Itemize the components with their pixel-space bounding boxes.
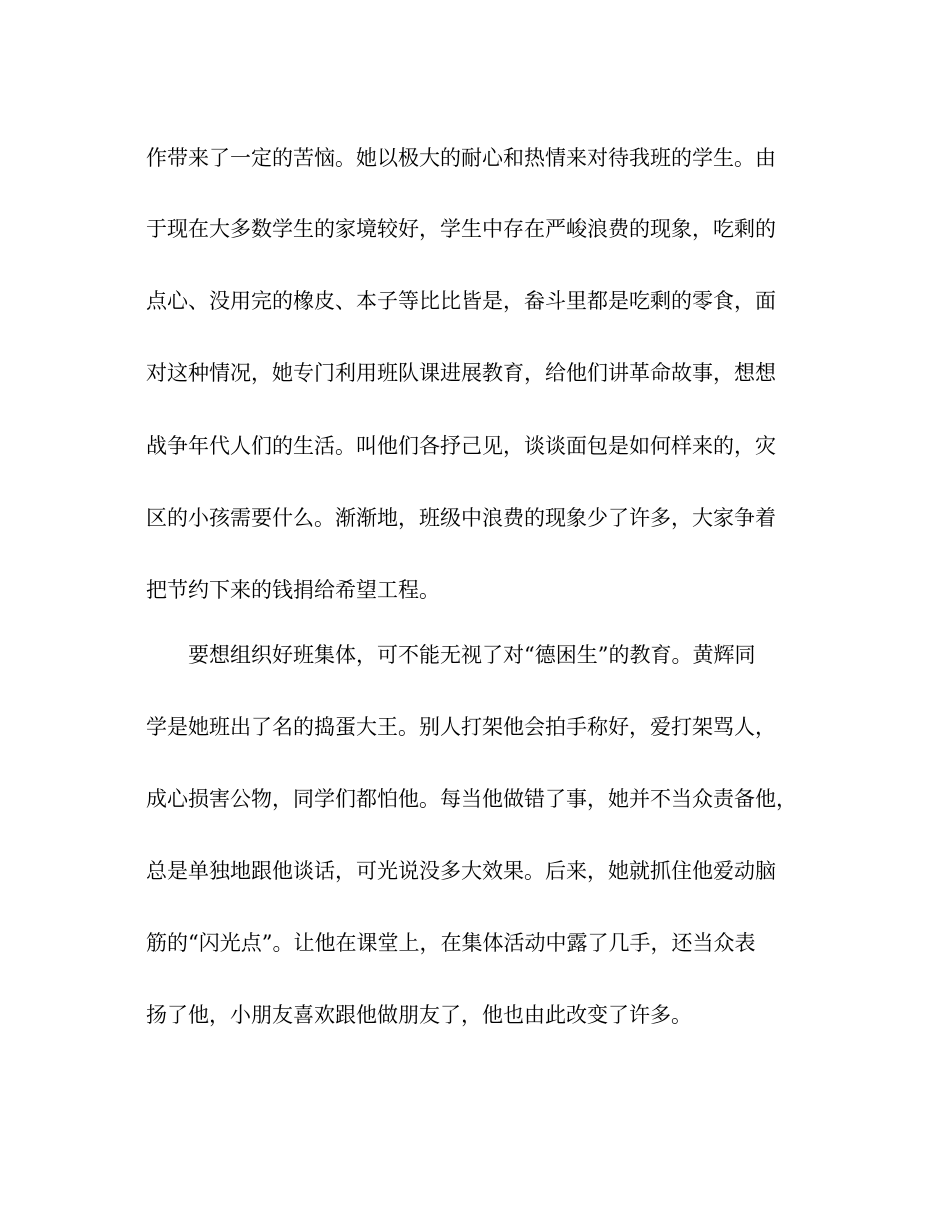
text-line: 成心损害公物，同学们都怕他。每当他做错了事，她并不当众责备他， — [146, 787, 797, 811]
text-line: 对这种情况，她专门利用班队课进展教育，给他们讲革命故事，想想 — [146, 361, 776, 385]
text-line: 把节约下来的钱捐给希望工程。 — [146, 578, 440, 602]
paragraph-start-line: 要想组织好班集体，可不能无视了对“德困生”的教育。黄辉同 — [188, 643, 756, 667]
text-line: 于现在大多数学生的家境较好，学生中存在严峻浪费的现象，吃剩的 — [146, 217, 776, 241]
text-line: 战争年代人们的生活。叫他们各抒己见，谈谈面包是如何样来的，灾 — [146, 434, 776, 458]
text-line: 总是单独地跟他谈话，可光说没多大效果。后来，她就抓住他爱动脑 — [146, 859, 776, 883]
text-line: 学是她班出了名的捣蛋大王。别人打架他会拍手称好，爱打架骂人， — [146, 715, 776, 739]
text-line: 筋的“闪光点”。让他在课堂上，在集体活动中露了几手，还当众表 — [146, 931, 756, 955]
text-line: 点心、没用完的橡皮、本子等比比皆是，畚斗里都是吃剩的零食，面 — [146, 289, 776, 313]
text-line: 扬了他，小朋友喜欢跟他做朋友了，他也由此改变了许多。 — [146, 1003, 692, 1027]
text-line: 作带来了一定的苦恼。她以极大的耐心和热情来对待我班的学生。由 — [146, 146, 776, 170]
text-line: 区的小孩需要什么。渐渐地，班级中浪费的现象少了许多，大家争着 — [146, 506, 776, 530]
